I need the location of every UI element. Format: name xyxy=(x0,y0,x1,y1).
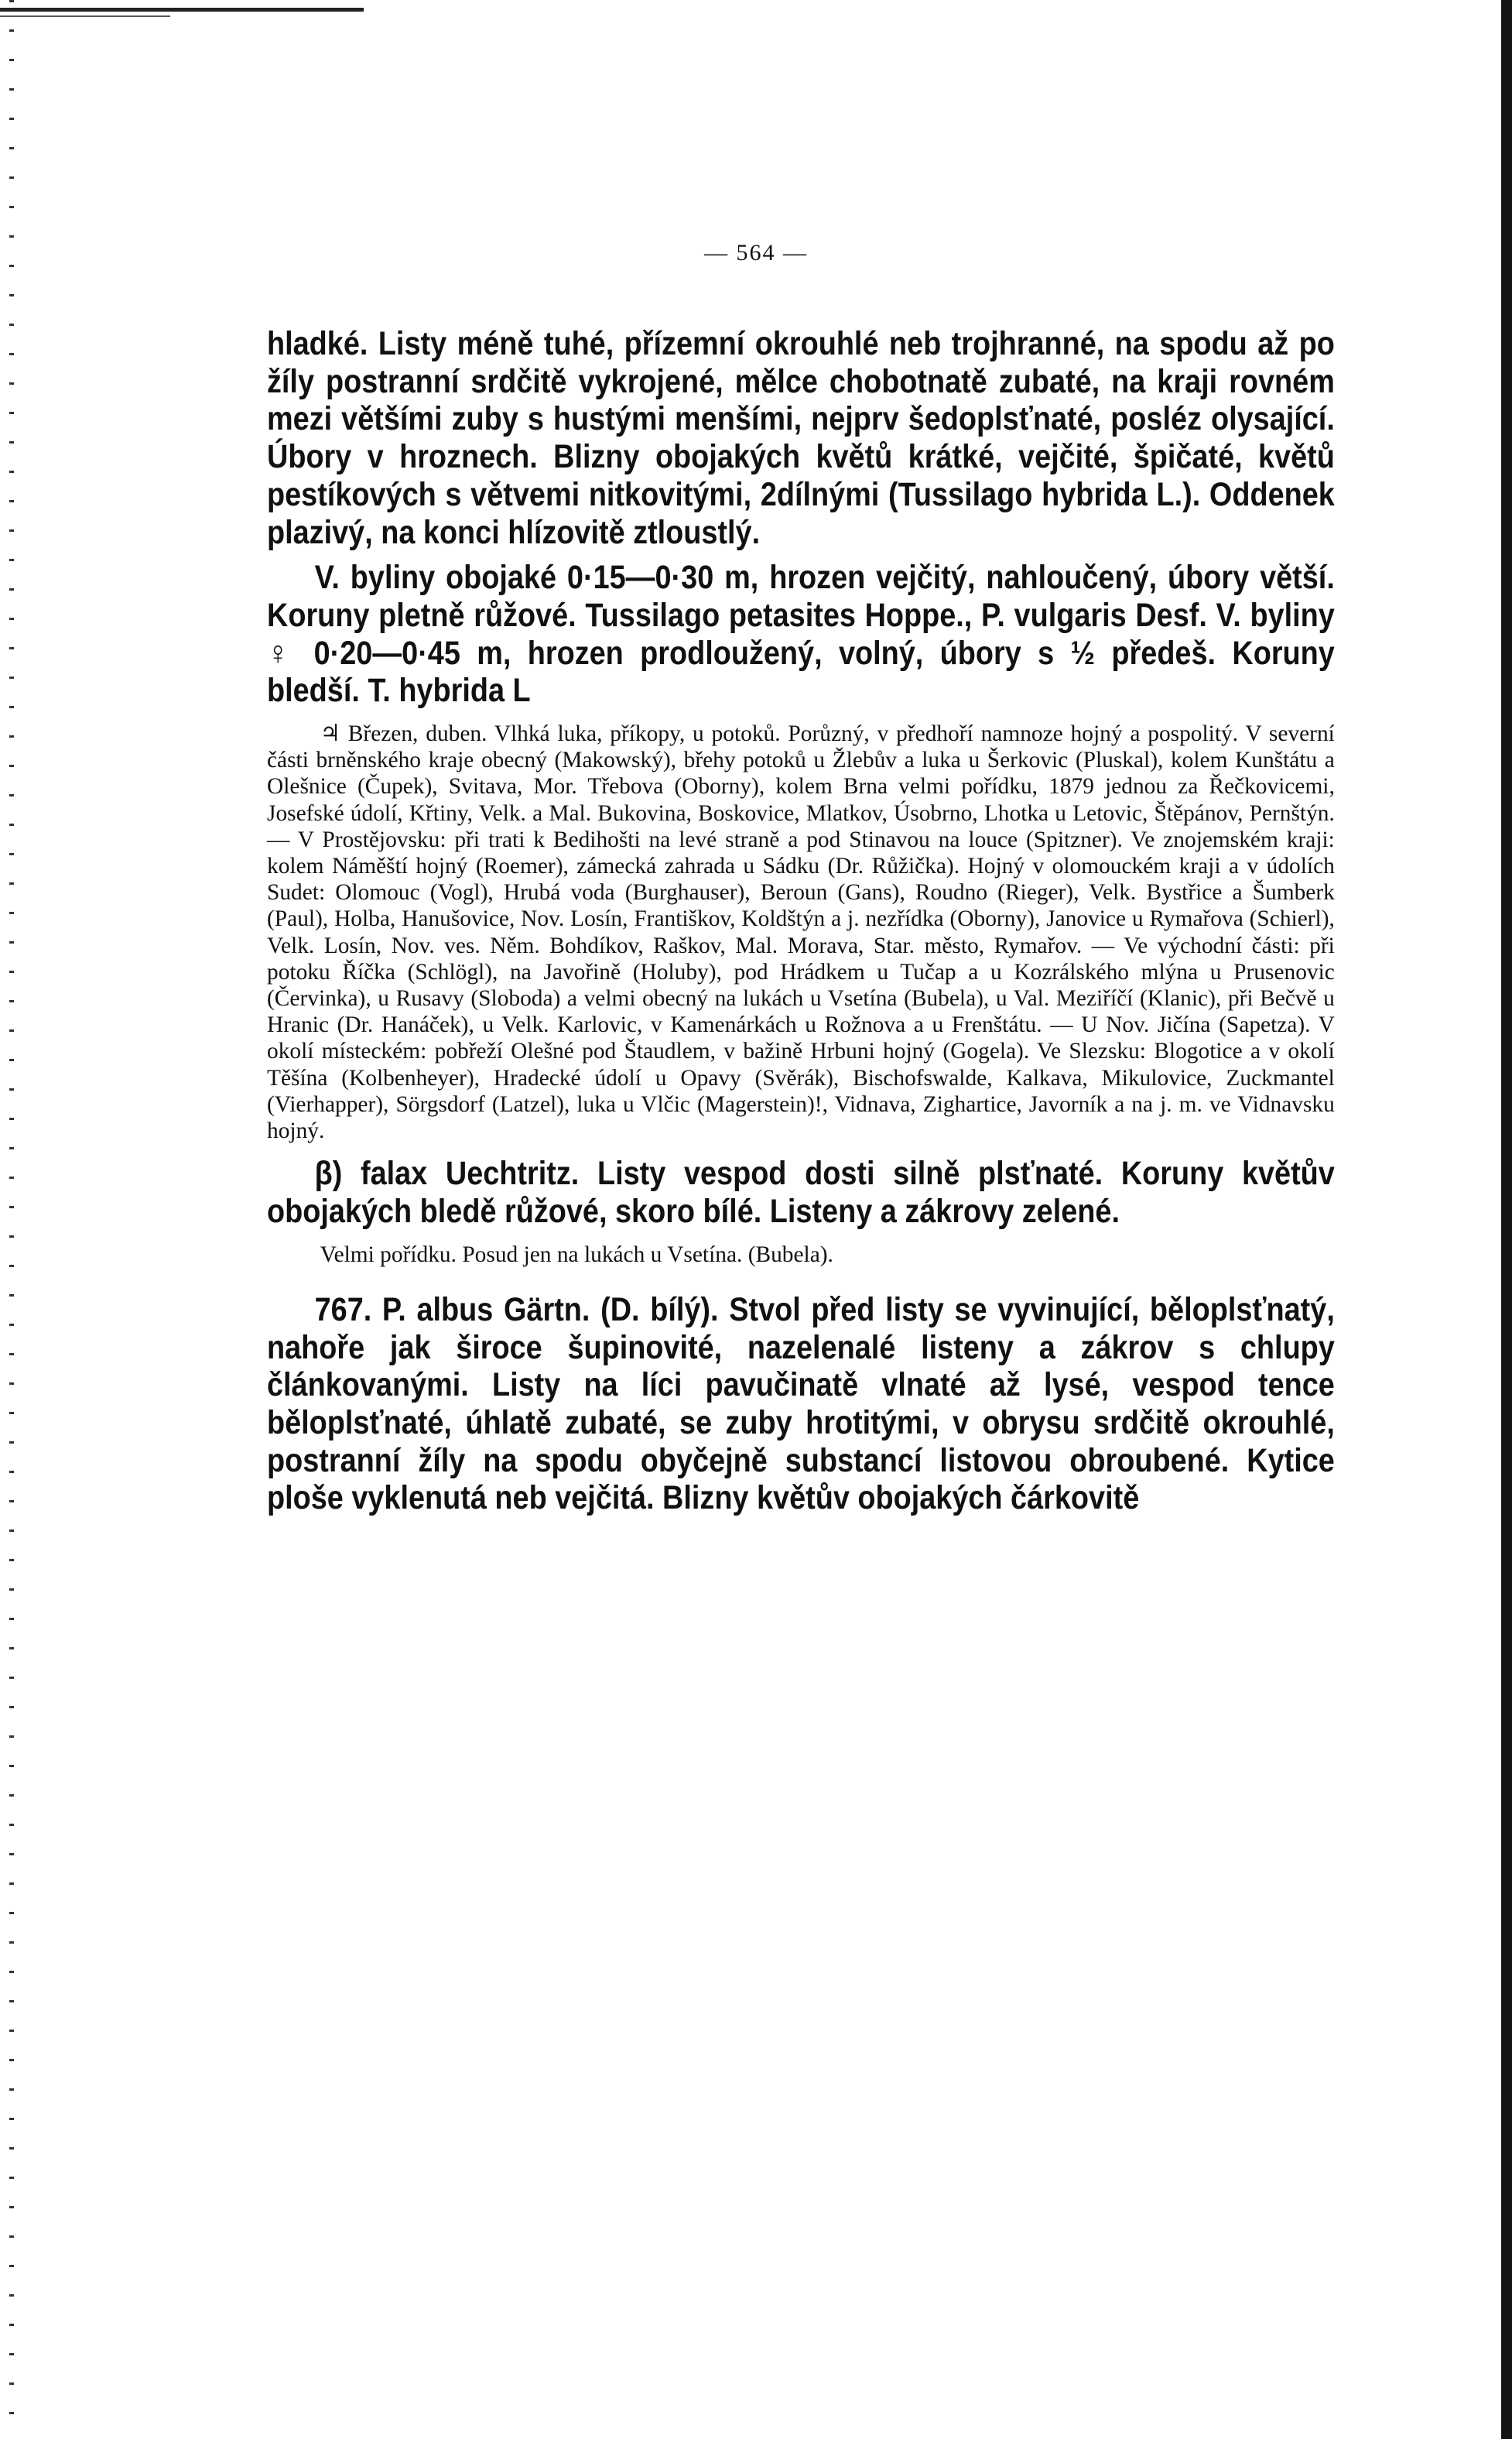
page-number: — 564 — xyxy=(704,240,808,265)
scan-left-margin-marks xyxy=(9,0,14,2439)
scan-edge-line xyxy=(0,8,364,12)
paragraph-description: hladké. Listy méně tuhé, přízemní okrouhlé neb trojhranné, na spodu až po žíly postranní srdčitě vykrojené, mělce chobotnatě zubaté, na kraji rovném mezi většími zuby s hustými menšími, nejprv šedoplsťnaté, posléz olysající. Úbory v hroznech. Blizny obojakých květů krátké, vejčité, špičaté, květů pestíkových s větvemi nitkovitými, 2dílnými (Tussilago hybrida L.). Oddenek plazivý, na konci hlízovitě ztloustlý. xyxy=(267,325,1335,551)
paragraph-distribution: ♃ Březen, duben. Vlhká luka, příkopy, u potoků. Porůzný, v předhoří namnoze hojný a pospolitý. V severní části brněnského kraje obecný (Makowský), břehy potoků u Žlebův a luka u Šerkovic (Pluskal), kolem Kunštátu a Olešnice (Čupek), Svitava, Mor. Třebova (Oborny), kolem Brna velmi pořídku, 1879 jednou za Řečkovicemi, Josefské údolí, Křtiny, Velk. a Mal. Bukovina, Boskovice, Mlatkov, Úsobrno, Lhotka u Letovic, Štěpánov, Pernštýn. — V Prostějovsku: při trati k Bedihošti na levé straně a pod Stinavou na louce (Spitzner). Ve znojemském kraji: kolem Náměští hojný (Roemer), zámecká zahrada u Sádku (Dr. Růžička). Hojný v olomouckém kraji a v údolích Sudet: Olomouc (Vogl), Hrubá voda (Burghauser), Beroun (Gans), Roudno (Rieger), Velk. Bystřice a Šumberk (Paul), Holba, Hanušovice, Nov. Losín, Františkov, Koldštýn a j. nezřídka (Oborny), Janovice u Rymařova (Schierl), Velk. Losín, Nov. ves. Něm. Bohdíkov, Raškov, Mal. Morava, Star. město, Rymařov. — Ve východní části: při potoku Říčka (Schlögl), na Javořině (Holuby), pod Hrádkem u Tučap a u Kozrálského mlýna u Prusenovic (Červinka), u Rusavy (Sloboda) a velmi obecný na lukách u Vsetína (Bubela), u Val. Meziříčí (Klanic), při Bečvě u Hranic (Dr. Hanáček), u Velk. Karlovic, v Kamenárkách u Rožnova a u Frenštátu. — U Nov. Jičína (Sapetza). V okolí místeckém: pobřeží Olešné pod Štaudlem, v bažině Hrbuni hojný (Gogela). Ve Slezsku: Blogotice a v okolí Těšína (Kolbenheyer), Hradecké údolí u Opavy (Svěrák), Bischofswalde, Kalkava, Mikulovice, Zuckmantel (Vierhapper), Sörgsdorf (Latzel), luka u Vlčic (Magerstein)!, Vidnava, Zighartice, Javorník a na j. m. ve Vidnavsku hojný. xyxy=(267,721,1335,1144)
paragraph-varieties: V. byliny obojaké 0·15—0·30 m, hrozen vejčitý, nahloučený, úbory větší. Koruny pletně růžové. Tussilago petasites Hoppe., P. vulgaris Desf. V. byliny ♀ 0·20—0·45 m, hrozen prodloužený, volný, úbory s ½ předeš. Koruny bledší. T. hybrida L xyxy=(267,559,1335,710)
paragraph-species-767: 767. P. albus Gärtn. (D. bílý). Stvol před listy se vyvinující, běloplsťnatý, nahoře jak široce šupinovité, nazelenalé listeny a zákrov s chlupy článkovanými. Listy na líci pavučinatě vlnaté až lysé, vespod tence běloplsťnaté, úhlatě zubaté, se zuby hrotitými, v obrysu srdčitě okrouhlé, postranní žíly na spodu obyčejně substancí listovou obroubené. Kytice ploše vyklenutá neb vejčitá. Blizny květův obojakých čárkovitě xyxy=(267,1290,1335,1517)
paragraph-falax-locality: Velmi pořídku. Posud jen na lukách u Vsetína. (Bubela). xyxy=(320,1241,833,1267)
scan-right-edge xyxy=(1501,0,1512,2439)
paragraph-variety-falax: β) falax Uechtritz. Listy vespod dosti silně plsťnaté. Koruny květův obojakých bledě růžové, skoro bílé. Listeny a zákrovy zelené. xyxy=(267,1155,1335,1230)
scan-edge-line-thin xyxy=(0,15,170,17)
page-body xyxy=(267,325,1335,1517)
